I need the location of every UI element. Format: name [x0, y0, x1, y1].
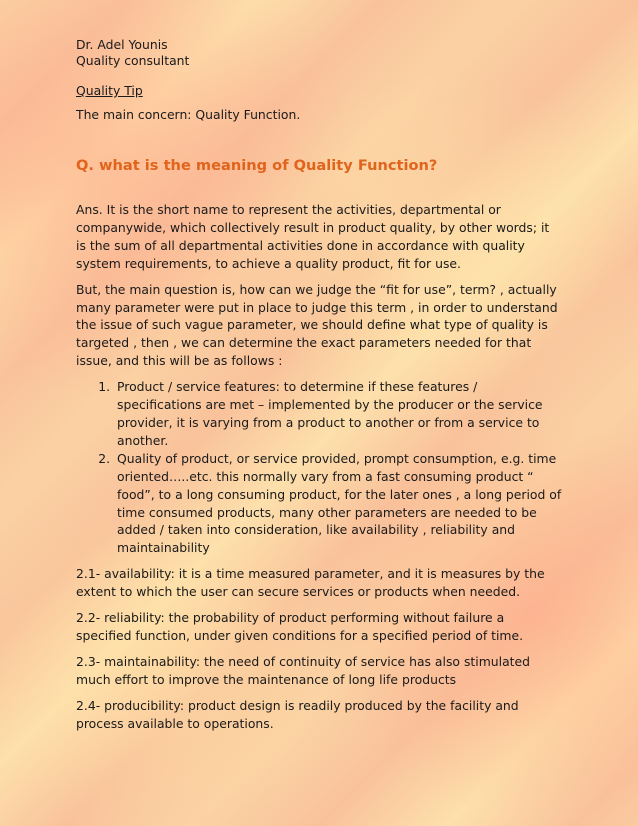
definition-reliability: 2.2- reliability: the probability of product performing without failure a specified function, under given conditions for a specified period of time. — [76, 610, 524, 643]
main-question-paragraph: But, the main question is, how can we judge the “fit for use”, term? , actually many parameter were put in place to judge this term , in order to understand the issue of such vague parameter, we should define what type of quality is targeted , then , we can determine the exact parameters needed for that issue, and this will be as follows : — [76, 281, 558, 369]
quality-tip-label: Quality Tip — [76, 83, 143, 98]
answer-paragraph: Ans. It is the short name to represent the activities, departmental or companywide, which collectively result in product quality, by other words; it is the sum of all departmental activities done in accordance with quality system requirements, to achieve a quality product, fit for use. — [76, 202, 550, 271]
list-item: 2. Quality of product, or service provided, prompt consumption, e.g. time oriented…..etc. this normally vary from a fast consuming product “ food”, to a long consuming product, for the later ones , a long period of time consumed products, many other parameters are needed to be added / taken into consideration, like availability , reliability and maintainability — [114, 450, 562, 557]
author-title: Quality consultant — [76, 53, 190, 68]
definition-availability: 2.1- availability: it is a time measured parameter, and it is measures by the extent to which the user can secure services or products when needed. — [76, 566, 545, 600]
definition-producibility: 2.4- producibility: product design is readily produced by the facility and process available to operations. — [76, 697, 519, 731]
main-concern: The main concern: Quality Function. — [76, 107, 301, 122]
parameter-list — [76, 378, 562, 557]
question-heading: Q. what is the meaning of Quality Function? — [76, 157, 438, 174]
list-item: 1. Product / service features: to determine if these features / specifications are met – implemented by the producer or the service provider, it is varying from a product to another or from a service to another. — [114, 378, 562, 450]
author-name: Dr. Adel Younis — [76, 37, 168, 52]
definition-maintainability: 2.3- maintainability: the need of continuity of service has also stimulated much effort to improve the maintenance of long life products — [76, 653, 531, 687]
